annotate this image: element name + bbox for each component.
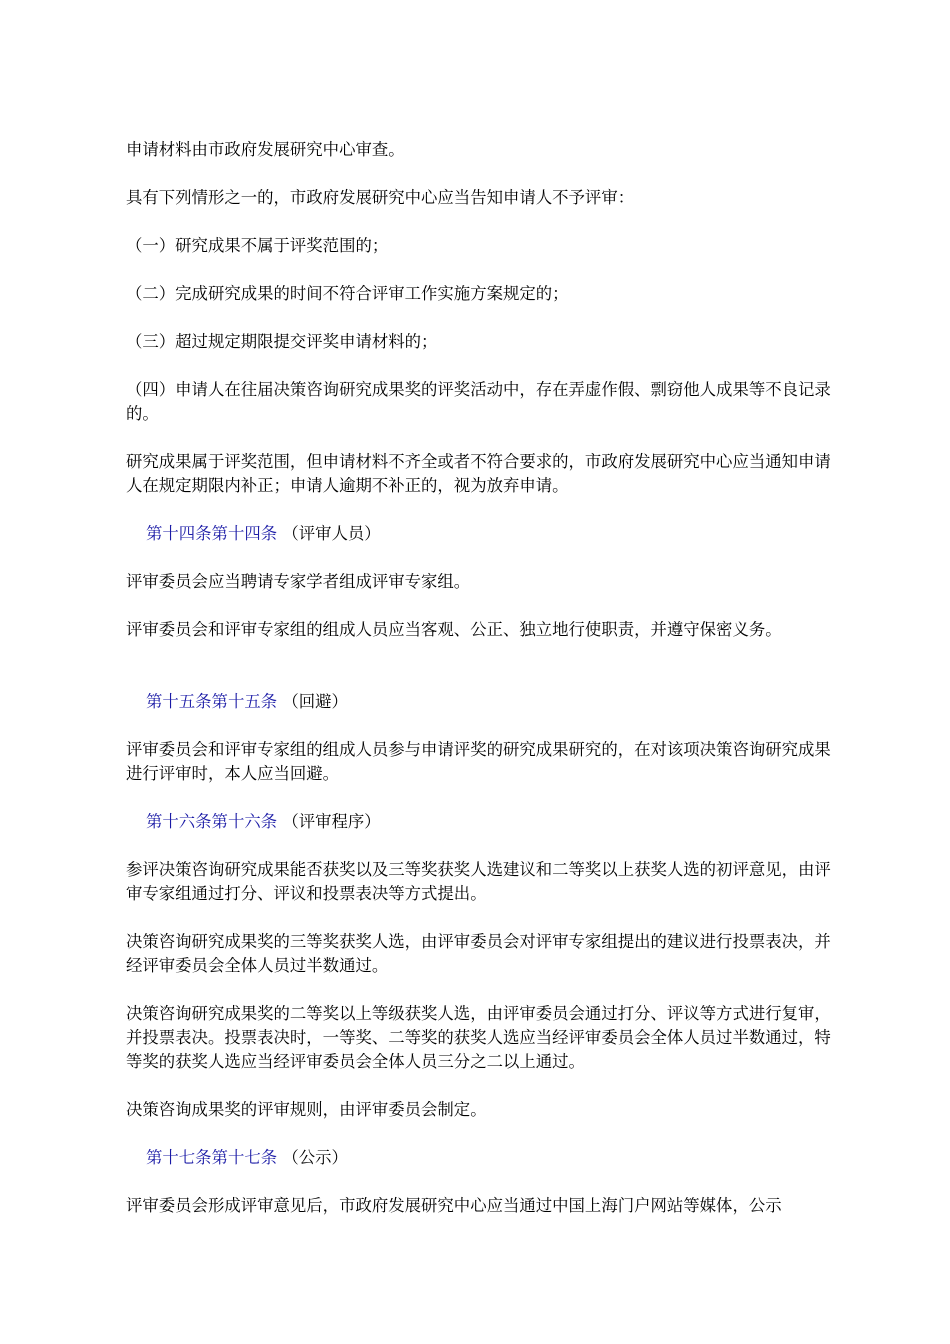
article-number: 第十四条第十四条	[146, 524, 278, 543]
article-title: （公示）	[282, 1148, 348, 1167]
article-number: 第十五条第十五条	[146, 692, 278, 711]
list-item-condition-3: （三）超过规定期限提交评奖申请材料的；	[126, 332, 438, 351]
article-title: （回避）	[282, 692, 348, 711]
article-heading-16	[146, 810, 826, 834]
list-item-condition-1: （一）研究成果不属于评奖范围的；	[126, 236, 389, 255]
paragraph-third-prize: 决策咨询研究成果奖的三等奖获奖人选，由评审委员会对评审专家组提出的建议进行投票表决，并经评审委员会全体人员过半数通过。	[126, 932, 831, 975]
article-heading-17	[146, 1146, 826, 1170]
article-heading-14	[146, 522, 826, 546]
article-title: （评审程序）	[282, 812, 381, 831]
list-item-condition-4: （四）申请人在往届决策咨询研究成果奖的评奖活动中，存在弄虚作假、剽窃他人成果等不良记录的。	[126, 380, 831, 423]
paragraph-supplement-notice: 研究成果属于评奖范围，但申请材料不齐全或者不符合要求的，市政府发展研究中心应当通知申请人在规定期限内补正；申请人逾期不补正的，视为放弃申请。	[126, 452, 831, 495]
paragraph-review-rules: 决策咨询成果奖的评审规则，由评审委员会制定。	[126, 1100, 487, 1119]
article-heading-15	[146, 690, 826, 714]
paragraph-second-prize-above: 决策咨询研究成果奖的二等奖以上等级获奖人选，由评审委员会通过打分、评议等方式进行复审，并投票表决。投票表决时，一等奖、二等奖的获奖人选应当经评审委员会全体人员过半数通过，特等奖的获奖人选应当经评审委员会全体人员三分之二以上通过。	[126, 1004, 831, 1071]
paragraph-publicity: 评审委员会形成评审意见后，市政府发展研究中心应当通过中国上海门户网站等媒体，公示	[126, 1196, 782, 1215]
paragraph-impartiality: 评审委员会和评审专家组的组成人员应当客观、公正、独立地行使职责，并遵守保密义务。	[126, 620, 782, 639]
article-number: 第十六条第十六条	[146, 812, 278, 831]
paragraph-recusal: 评审委员会和评审专家组的组成人员参与申请评奖的研究成果研究的，在对该项决策咨询研究成果进行评审时，本人应当回避。	[126, 740, 831, 783]
paragraph-preliminary-review: 参评决策咨询研究成果能否获奖以及三等奖获奖人选建议和二等奖以上获奖人选的初评意见，由评审专家组通过打分、评议和投票表决等方式提出。	[126, 860, 831, 903]
article-number: 第十七条第十七条	[146, 1148, 278, 1167]
paragraph-material-review: 申请材料由市政府发展研究中心审查。	[126, 140, 405, 159]
article-title: （评审人员）	[282, 524, 381, 543]
list-item-condition-2: （二）完成研究成果的时间不符合评审工作实施方案规定的；	[126, 284, 569, 303]
paragraph-expert-group: 评审委员会应当聘请专家学者组成评审专家组。	[126, 572, 471, 591]
paragraph-rejection-conditions: 具有下列情形之一的，市政府发展研究中心应当告知申请人不予评审：	[126, 188, 635, 207]
